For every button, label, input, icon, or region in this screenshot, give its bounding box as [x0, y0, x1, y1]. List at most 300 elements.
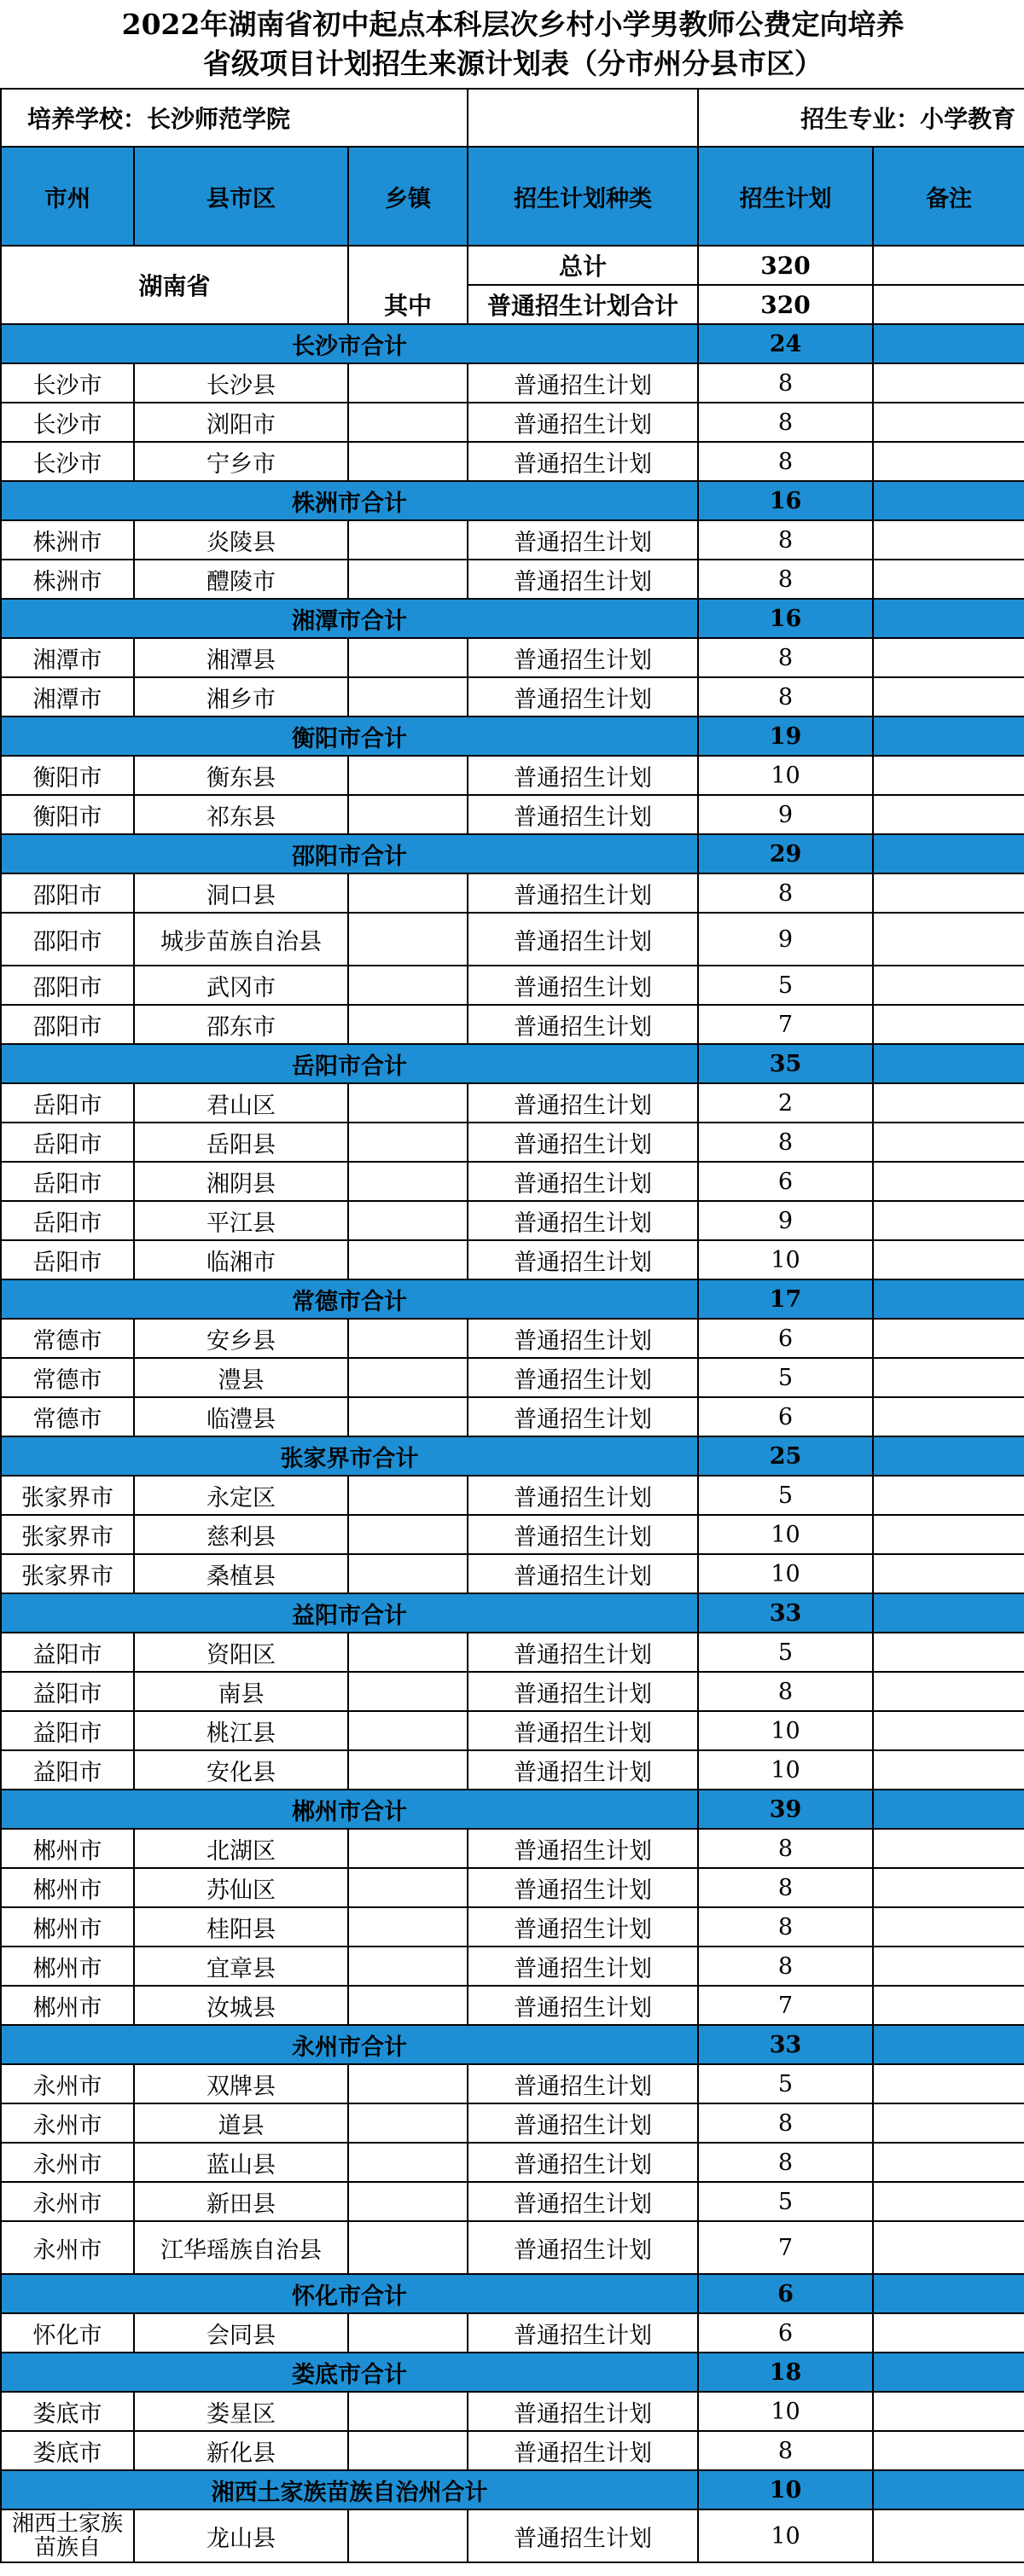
table-row — [1, 873, 1024, 913]
row-plan-type: 普通招生计划 — [468, 1358, 698, 1397]
table-row — [1, 1397, 1024, 1436]
table-row — [1, 1123, 1024, 1162]
group-name: 邵阳市合计 — [1, 834, 698, 873]
row-city: 湘西土家族苗族自 — [1, 2509, 134, 2562]
row-plan-count: 8 — [698, 403, 873, 442]
row-plan-count: 8 — [698, 677, 873, 717]
row-remarks — [873, 1201, 1024, 1240]
row-plan-type: 普通招生计划 — [468, 442, 698, 481]
row-county: 临澧县 — [134, 1397, 348, 1436]
row-plan-count: 8 — [698, 1672, 873, 1711]
row-town — [348, 1750, 468, 1790]
row-town — [348, 1240, 468, 1279]
row-county: 北湖区 — [134, 1829, 348, 1868]
row-town — [348, 2392, 468, 2431]
group-remarks — [873, 834, 1024, 873]
row-remarks — [873, 520, 1024, 560]
row-remarks — [873, 1633, 1024, 1672]
row-city: 长沙市 — [1, 403, 134, 442]
row-remarks — [873, 1005, 1024, 1044]
table-row — [1, 1829, 1024, 1868]
row-plan-count: 8 — [698, 638, 873, 677]
row-city: 益阳市 — [1, 1633, 134, 1672]
row-plan-count: 9 — [698, 1201, 873, 1240]
row-plan-count: 5 — [698, 2064, 873, 2103]
table-row — [1, 1358, 1024, 1397]
row-county: 双牌县 — [134, 2064, 348, 2103]
group-total: 33 — [698, 1593, 873, 1633]
row-town — [348, 795, 468, 834]
group-remarks — [873, 2025, 1024, 2064]
group-remarks — [873, 717, 1024, 756]
row-county: 湘乡市 — [134, 677, 348, 717]
row-plan-count: 8 — [698, 363, 873, 403]
row-plan-type: 普通招生计划 — [468, 1633, 698, 1672]
row-town — [348, 1397, 468, 1436]
row-remarks — [873, 1554, 1024, 1593]
row-plan-type: 普通招生计划 — [468, 2392, 698, 2431]
group-total: 24 — [698, 324, 873, 363]
row-plan-count: 8 — [698, 442, 873, 481]
row-plan-count: 5 — [698, 966, 873, 1005]
header-plan-type: 招生计划种类 — [468, 147, 698, 246]
row-city: 常德市 — [1, 1358, 134, 1397]
row-city: 益阳市 — [1, 1711, 134, 1750]
header-county: 县市区 — [134, 147, 348, 246]
group-subtotal-row — [1, 2470, 1024, 2509]
row-plan-type: 普通招生计划 — [468, 2103, 698, 2143]
row-city: 益阳市 — [1, 1672, 134, 1711]
group-name: 益阳市合计 — [1, 1593, 698, 1633]
group-name: 张家界市合计 — [1, 1436, 698, 1476]
row-city: 永州市 — [1, 2103, 134, 2143]
row-city: 益阳市 — [1, 1750, 134, 1790]
row-plan-count: 10 — [698, 1711, 873, 1750]
row-plan-count: 6 — [698, 1162, 873, 1201]
row-plan-type: 普通招生计划 — [468, 1083, 698, 1123]
row-plan-count: 8 — [698, 1829, 873, 1868]
row-remarks — [873, 363, 1024, 403]
group-subtotal-row — [1, 2274, 1024, 2313]
row-plan-type: 普通招生计划 — [468, 1672, 698, 1711]
row-remarks — [873, 1515, 1024, 1554]
row-city: 郴州市 — [1, 1868, 134, 1907]
row-plan-count: 8 — [698, 873, 873, 913]
group-remarks — [873, 2470, 1024, 2509]
row-plan-type: 普通招生计划 — [468, 1947, 698, 1986]
row-remarks — [873, 1123, 1024, 1162]
group-total: 6 — [698, 2274, 873, 2313]
row-county: 岳阳县 — [134, 1123, 348, 1162]
row-plan-type: 普通招生计划 — [468, 363, 698, 403]
row-town — [348, 403, 468, 442]
row-plan-type: 普通招生计划 — [468, 1829, 698, 1868]
row-plan-type: 普通招生计划 — [468, 1907, 698, 1947]
row-county: 娄星区 — [134, 2392, 348, 2431]
group-remarks — [873, 2274, 1024, 2313]
row-plan-count: 5 — [698, 1358, 873, 1397]
table-row — [1, 1476, 1024, 1515]
row-county: 新田县 — [134, 2182, 348, 2221]
row-plan-type: 普通招生计划 — [468, 1986, 698, 2025]
row-remarks — [873, 442, 1024, 481]
row-city: 株洲市 — [1, 560, 134, 599]
table-row — [1, 795, 1024, 834]
row-remarks — [873, 1868, 1024, 1907]
table-row — [1, 2182, 1024, 2221]
row-remarks — [873, 677, 1024, 717]
group-name: 湘潭市合计 — [1, 599, 698, 638]
row-county: 江华瑶族自治县 — [134, 2221, 348, 2274]
row-county: 宁乡市 — [134, 442, 348, 481]
table-row — [1, 1515, 1024, 1554]
row-city: 邵阳市 — [1, 913, 134, 966]
row-town — [348, 1319, 468, 1358]
row-plan-count: 9 — [698, 795, 873, 834]
row-city: 衡阳市 — [1, 795, 134, 834]
table-row — [1, 1907, 1024, 1947]
table-row — [1, 913, 1024, 966]
row-city: 邵阳市 — [1, 1005, 134, 1044]
row-city: 娄底市 — [1, 2392, 134, 2431]
row-plan-count: 8 — [698, 560, 873, 599]
header-remarks: 备注 — [873, 147, 1024, 246]
table-row — [1, 363, 1024, 403]
group-remarks — [873, 1436, 1024, 1476]
row-plan-count: 8 — [698, 2431, 873, 2470]
province-name: 湖南省 — [1, 246, 348, 324]
table-row — [1, 1240, 1024, 1279]
table-row — [1, 638, 1024, 677]
row-remarks — [873, 1319, 1024, 1358]
row-city: 岳阳市 — [1, 1083, 134, 1123]
row-city: 常德市 — [1, 1319, 134, 1358]
row-remarks — [873, 1358, 1024, 1397]
table-row — [1, 2313, 1024, 2353]
row-plan-type: 普通招生计划 — [468, 1123, 698, 1162]
total-remarks — [873, 246, 1024, 285]
row-town — [348, 638, 468, 677]
row-plan-type: 普通招生计划 — [468, 520, 698, 560]
group-subtotal-row — [1, 1279, 1024, 1319]
row-plan-type: 普通招生计划 — [468, 913, 698, 966]
subtotal-remarks — [873, 285, 1024, 324]
row-county: 蓝山县 — [134, 2143, 348, 2182]
row-city: 岳阳市 — [1, 1123, 134, 1162]
row-county: 衡东县 — [134, 756, 348, 795]
group-subtotal-row — [1, 1044, 1024, 1083]
row-town — [348, 1986, 468, 2025]
group-name: 常德市合计 — [1, 1279, 698, 1319]
row-plan-count: 8 — [698, 520, 873, 560]
row-county: 会同县 — [134, 2313, 348, 2353]
table-row — [1, 1947, 1024, 1986]
group-total: 19 — [698, 717, 873, 756]
header-plan-count: 招生计划 — [698, 147, 873, 246]
group-total: 29 — [698, 834, 873, 873]
row-remarks — [873, 2431, 1024, 2470]
row-plan-type: 普通招生计划 — [468, 1711, 698, 1750]
group-name: 郴州市合计 — [1, 1790, 698, 1829]
row-plan-type: 普通招生计划 — [468, 873, 698, 913]
table-row — [1, 1750, 1024, 1790]
group-name: 长沙市合计 — [1, 324, 698, 363]
group-subtotal-row — [1, 599, 1024, 638]
row-remarks — [873, 2509, 1024, 2562]
row-plan-type: 普通招生计划 — [468, 1240, 698, 1279]
group-remarks — [873, 1044, 1024, 1083]
row-county: 炎陵县 — [134, 520, 348, 560]
row-town — [348, 2103, 468, 2143]
row-town — [348, 2221, 468, 2274]
row-plan-count: 9 — [698, 913, 873, 966]
row-city: 岳阳市 — [1, 1162, 134, 1201]
row-plan-type: 普通招生计划 — [468, 1515, 698, 1554]
group-subtotal-row — [1, 324, 1024, 363]
table-row — [1, 1672, 1024, 1711]
table-row — [1, 2509, 1024, 2562]
row-town — [348, 2143, 468, 2182]
row-plan-count: 5 — [698, 1476, 873, 1515]
row-city: 湘潭市 — [1, 677, 134, 717]
row-town — [348, 913, 468, 966]
row-county: 苏仙区 — [134, 1868, 348, 1907]
group-name: 怀化市合计 — [1, 2274, 698, 2313]
table-row — [1, 2392, 1024, 2431]
row-plan-count: 10 — [698, 2509, 873, 2562]
table-row — [1, 2143, 1024, 2182]
row-plan-type: 普通招生计划 — [468, 1201, 698, 1240]
row-plan-count: 7 — [698, 1005, 873, 1044]
row-county: 临湘市 — [134, 1240, 348, 1279]
row-remarks — [873, 1672, 1024, 1711]
group-remarks — [873, 481, 1024, 520]
row-plan-count: 10 — [698, 1515, 873, 1554]
row-county: 桂阳县 — [134, 1907, 348, 1947]
row-plan-type: 普通招生计划 — [468, 2143, 698, 2182]
row-city: 怀化市 — [1, 2313, 134, 2353]
row-town — [348, 442, 468, 481]
row-plan-type: 普通招生计划 — [468, 1162, 698, 1201]
row-plan-type: 普通招生计划 — [468, 2313, 698, 2353]
row-plan-count: 7 — [698, 1986, 873, 2025]
row-county: 汝城县 — [134, 1986, 348, 2025]
row-plan-type: 普通招生计划 — [468, 2221, 698, 2274]
row-city: 永州市 — [1, 2064, 134, 2103]
row-city: 永州市 — [1, 2221, 134, 2274]
row-remarks — [873, 1476, 1024, 1515]
row-county: 资阳区 — [134, 1633, 348, 1672]
group-subtotal-row — [1, 834, 1024, 873]
table-row — [1, 2064, 1024, 2103]
row-remarks — [873, 1947, 1024, 1986]
row-town — [348, 756, 468, 795]
subtotal-label: 普通招生计划合计 — [468, 285, 698, 324]
major-label: 招生专业：小学教育 — [698, 89, 1024, 147]
table-row — [1, 2103, 1024, 2143]
row-plan-count: 10 — [698, 2392, 873, 2431]
row-county: 邵东市 — [134, 1005, 348, 1044]
row-county: 桑植县 — [134, 1554, 348, 1593]
row-remarks — [873, 2143, 1024, 2182]
row-plan-type: 普通招生计划 — [468, 2064, 698, 2103]
row-city: 岳阳市 — [1, 1240, 134, 1279]
table-row — [1, 1201, 1024, 1240]
school-label: 培养学校：长沙师范学院 — [1, 89, 468, 147]
row-town — [348, 677, 468, 717]
row-plan-type: 普通招生计划 — [468, 2431, 698, 2470]
page-title — [1, 0, 1024, 89]
row-plan-count: 8 — [698, 1868, 873, 1907]
row-county: 安乡县 — [134, 1319, 348, 1358]
row-remarks — [873, 2392, 1024, 2431]
row-plan-type: 普通招生计划 — [468, 1750, 698, 1790]
row-town — [348, 2313, 468, 2353]
row-town — [348, 363, 468, 403]
row-county: 平江县 — [134, 1201, 348, 1240]
row-remarks — [873, 2313, 1024, 2353]
row-remarks — [873, 638, 1024, 677]
row-city: 株洲市 — [1, 520, 134, 560]
group-total: 39 — [698, 1790, 873, 1829]
row-remarks — [873, 403, 1024, 442]
row-county: 君山区 — [134, 1083, 348, 1123]
group-remarks — [873, 1593, 1024, 1633]
table-row — [1, 2431, 1024, 2470]
row-remarks — [873, 1397, 1024, 1436]
row-city: 郴州市 — [1, 1907, 134, 1947]
row-remarks — [873, 560, 1024, 599]
table-row — [1, 442, 1024, 481]
group-total: 35 — [698, 1044, 873, 1083]
row-county: 新化县 — [134, 2431, 348, 2470]
total-value: 320 — [698, 246, 873, 285]
row-county: 湘潭县 — [134, 638, 348, 677]
group-total: 33 — [698, 2025, 873, 2064]
group-name: 湘西土家族苗族自治州合计 — [1, 2470, 698, 2509]
total-label: 总计 — [468, 246, 698, 285]
row-county: 南县 — [134, 1672, 348, 1711]
row-county: 湘阴县 — [134, 1162, 348, 1201]
row-city: 郴州市 — [1, 1947, 134, 1986]
group-remarks — [873, 324, 1024, 363]
table-row — [1, 1868, 1024, 1907]
row-town — [348, 560, 468, 599]
row-remarks — [873, 1907, 1024, 1947]
row-remarks — [873, 2064, 1024, 2103]
table-row — [1, 1319, 1024, 1358]
row-plan-count: 10 — [698, 1750, 873, 1790]
row-county: 澧县 — [134, 1358, 348, 1397]
row-remarks — [873, 966, 1024, 1005]
row-plan-count: 10 — [698, 756, 873, 795]
row-plan-type: 普通招生计划 — [468, 1476, 698, 1515]
table-row — [1, 966, 1024, 1005]
table-row — [1, 1711, 1024, 1750]
table-row — [1, 1083, 1024, 1123]
row-remarks — [873, 2182, 1024, 2221]
table-row — [1, 1554, 1024, 1593]
row-town — [348, 966, 468, 1005]
table-row — [1, 1162, 1024, 1201]
row-county: 安化县 — [134, 1750, 348, 1790]
row-town — [348, 1162, 468, 1201]
row-town — [348, 1358, 468, 1397]
row-county: 醴陵市 — [134, 560, 348, 599]
row-plan-count: 8 — [698, 2143, 873, 2182]
row-remarks — [873, 913, 1024, 966]
row-town — [348, 1476, 468, 1515]
row-remarks — [873, 795, 1024, 834]
row-city: 邵阳市 — [1, 873, 134, 913]
row-plan-type: 普通招生计划 — [468, 1868, 698, 1907]
row-city: 衡阳市 — [1, 756, 134, 795]
group-name: 株洲市合计 — [1, 481, 698, 520]
row-remarks — [873, 1829, 1024, 1868]
group-subtotal-row — [1, 2353, 1024, 2392]
row-county: 永定区 — [134, 1476, 348, 1515]
row-remarks — [873, 2221, 1024, 2274]
group-name: 岳阳市合计 — [1, 1044, 698, 1083]
row-city: 娄底市 — [1, 2431, 134, 2470]
group-subtotal-row — [1, 1790, 1024, 1829]
header-town: 乡镇 — [348, 147, 468, 246]
row-town — [348, 2431, 468, 2470]
row-plan-type: 普通招生计划 — [468, 2509, 698, 2562]
row-remarks — [873, 873, 1024, 913]
row-plan-count: 6 — [698, 2313, 873, 2353]
row-plan-count: 2 — [698, 1083, 873, 1123]
row-town — [348, 2182, 468, 2221]
row-remarks — [873, 1240, 1024, 1279]
row-city: 郴州市 — [1, 1829, 134, 1868]
row-city: 长沙市 — [1, 442, 134, 481]
row-city: 湘潭市 — [1, 638, 134, 677]
among-label: 其中 — [348, 285, 468, 324]
row-city: 张家界市 — [1, 1554, 134, 1593]
table-row — [1, 520, 1024, 560]
row-city: 岳阳市 — [1, 1201, 134, 1240]
row-plan-count: 8 — [698, 1907, 873, 1947]
table-row — [1, 1986, 1024, 2025]
row-city: 张家界市 — [1, 1476, 134, 1515]
row-county: 祁东县 — [134, 795, 348, 834]
row-remarks — [873, 1083, 1024, 1123]
group-total: 17 — [698, 1279, 873, 1319]
group-remarks — [873, 2353, 1024, 2392]
table-row — [1, 403, 1024, 442]
row-city: 邵阳市 — [1, 966, 134, 1005]
row-town — [348, 1711, 468, 1750]
group-subtotal-row — [1, 1436, 1024, 1476]
group-total: 18 — [698, 2353, 873, 2392]
row-town — [348, 1829, 468, 1868]
table-row — [1, 1005, 1024, 1044]
row-plan-count: 6 — [698, 1397, 873, 1436]
row-plan-type: 普通招生计划 — [468, 1554, 698, 1593]
row-city: 永州市 — [1, 2143, 134, 2182]
row-city: 长沙市 — [1, 363, 134, 403]
title-line-1: 2022年湖南省初中起点本科层次乡村小学男教师公费定向培养 — [121, 7, 905, 41]
row-remarks — [873, 756, 1024, 795]
row-plan-count: 8 — [698, 1947, 873, 1986]
row-plan-count: 7 — [698, 2221, 873, 2274]
row-city: 永州市 — [1, 2182, 134, 2221]
row-city: 张家界市 — [1, 1515, 134, 1554]
row-remarks — [873, 1750, 1024, 1790]
row-plan-count: 6 — [698, 1319, 873, 1358]
row-town — [348, 1633, 468, 1672]
